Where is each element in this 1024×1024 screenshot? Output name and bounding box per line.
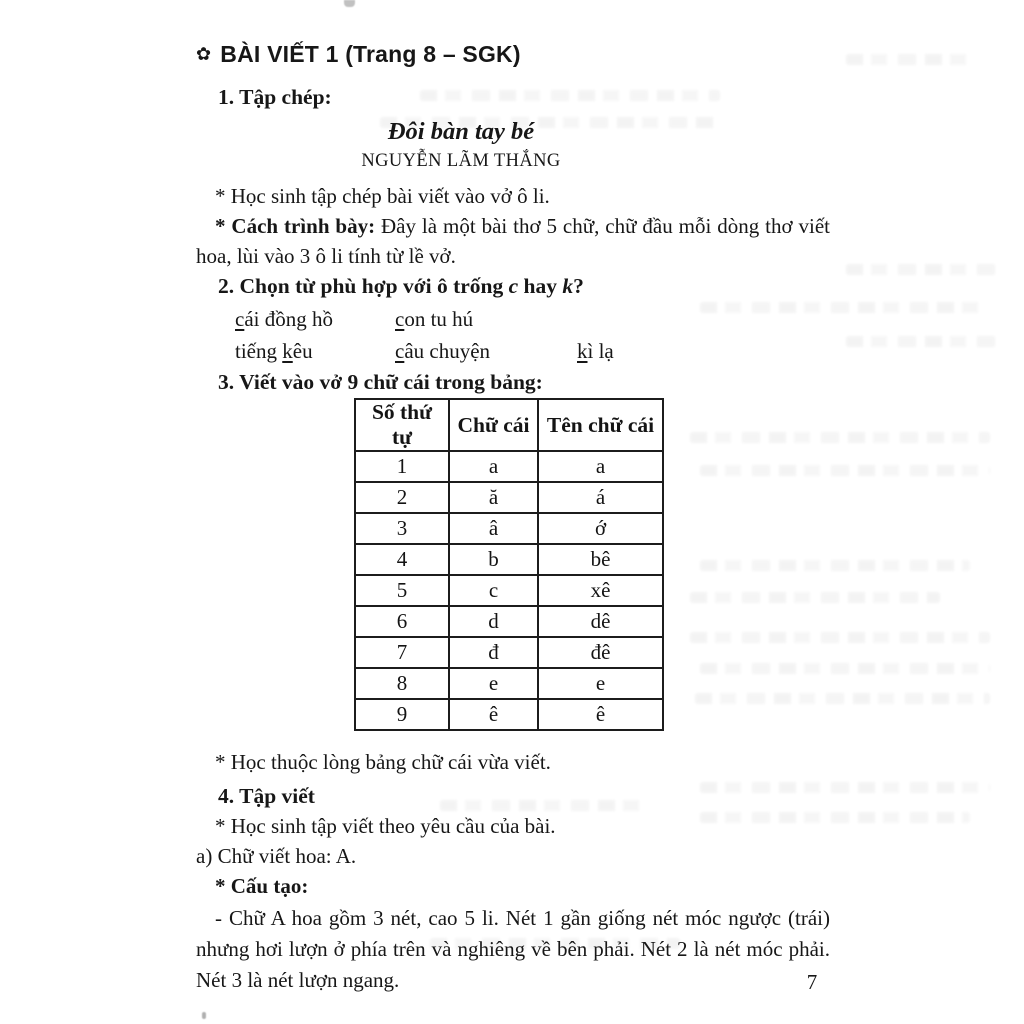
section-4-heading: 4. Tập viết [218,784,315,808]
table-row [355,606,663,637]
table-cell: 6 [355,606,449,637]
word-choice-grid [235,303,830,367]
section-2-heading-suffix: ? [573,274,584,298]
table-cell: â [449,513,538,544]
table-header-row [355,399,663,451]
table-header-cell: Số thứ tự [355,399,449,451]
word-item [395,335,577,367]
table-cell: 3 [355,513,449,544]
table-cell: đê [538,637,663,668]
copy-instruction: * Học sinh tập chép bài viết vào vở ô li. [215,184,550,208]
underlined-letter: k [577,339,588,363]
poem-block [144,115,778,174]
item-a-line: a) Chữ viết hoa: A. [196,844,357,868]
table-header-cell: Chữ cái [449,399,538,451]
table-cell: đ [449,637,538,668]
table-cell: xê [538,575,663,606]
table-row [355,451,663,482]
table-header-cell: Tên chữ cái [538,399,663,451]
table-cell: 9 [355,699,449,730]
practice-note: * Học sinh tập viết theo yêu cầu của bài. [215,814,556,838]
word-post: êu [292,339,313,363]
word-post: âu chuyện [404,339,491,363]
table-cell: 7 [355,637,449,668]
florette-icon: ✿ [196,44,212,65]
underlined-letter: c [395,307,405,331]
table-cell: 8 [355,668,449,699]
table-row [355,668,663,699]
layout-instruction-label: * Cách trình bày: [215,214,376,238]
poem-title: Đôi bàn tay bé [387,118,535,145]
table-row [355,575,663,606]
alphabet-table [354,398,664,731]
section-2-heading-mid: hay [518,274,563,298]
table-row [355,544,663,575]
table-cell: a [449,451,538,482]
letter-c: c [508,274,519,298]
word-post: ì lạ [587,339,614,363]
word-pre: tiếng [235,339,283,363]
layout-instruction-text: Đây là một bài thơ 5 chữ, chữ đầu mỗi dòng thơ viết hoa, lùi vào 3 ô li tính từ lề vở. [196,214,830,268]
table-cell: dê [538,606,663,637]
lesson-heading-text: BÀI VIẾT 1 (Trang 8 – SGK) [220,41,521,67]
table-cell: 5 [355,575,449,606]
word-item [235,335,395,367]
layout-instruction [196,211,830,271]
word-item [235,303,395,335]
word-item [577,335,830,367]
underlined-letter: c [395,339,405,363]
memorize-note: * Học thuộc lòng bảng chữ cái vừa viết. [215,750,551,774]
lesson-heading [196,40,830,71]
table-row [355,513,663,544]
word-post: on tu hú [404,307,474,331]
table-cell: 1 [355,451,449,482]
table-cell: bê [538,544,663,575]
table-cell: ê [538,699,663,730]
bleedthrough-artifact [846,336,996,347]
word-post: ái đồng hồ [244,307,333,331]
section-2-heading-prefix: 2. Chọn từ phù hợp với ô trống [218,274,509,298]
table-cell: ê [449,699,538,730]
structure-label: * Cấu tạo: [215,874,309,898]
table-cell: d [449,606,538,637]
table-cell: ớ [538,513,663,544]
table-cell: c [449,575,538,606]
bleedthrough-artifact [846,264,996,275]
bleedthrough-artifact [846,54,976,65]
table-cell: 2 [355,482,449,513]
page-number: 7 [806,970,818,994]
word-grid-spacer [577,303,830,335]
table-cell: e [449,668,538,699]
table-row [355,482,663,513]
section-3-heading: 3. Viết vào vở 9 chữ cái trong bảng: [218,370,543,394]
table-cell: b [449,544,538,575]
underlined-letter: k [282,339,293,363]
structure-description: - Chữ A hoa gồm 3 nét, cao 5 li. Nét 1 gần giống nét móc ngược (trái) nhưng hơi lượn ở phía trên và nghiêng về bên phải. Nét 2 là nét móc phải. Nét 3 là nét lượn ngang. [196,906,830,992]
scan-smudge [202,1012,206,1019]
poem-author: NGUYỄN LÃM THẮNG [361,151,561,171]
table-cell: ă [449,482,538,513]
table-row [355,637,663,668]
table-cell: á [538,482,663,513]
table-cell: 4 [355,544,449,575]
letter-k: k [562,274,574,298]
underlined-letter: c [235,307,245,331]
document-page [196,0,830,996]
section-2-heading [218,272,830,300]
table-cell: a [538,451,663,482]
section-1-heading: 1. Tập chép: [218,85,332,109]
table-row [355,699,663,730]
table-cell: e [538,668,663,699]
word-item [395,303,577,335]
